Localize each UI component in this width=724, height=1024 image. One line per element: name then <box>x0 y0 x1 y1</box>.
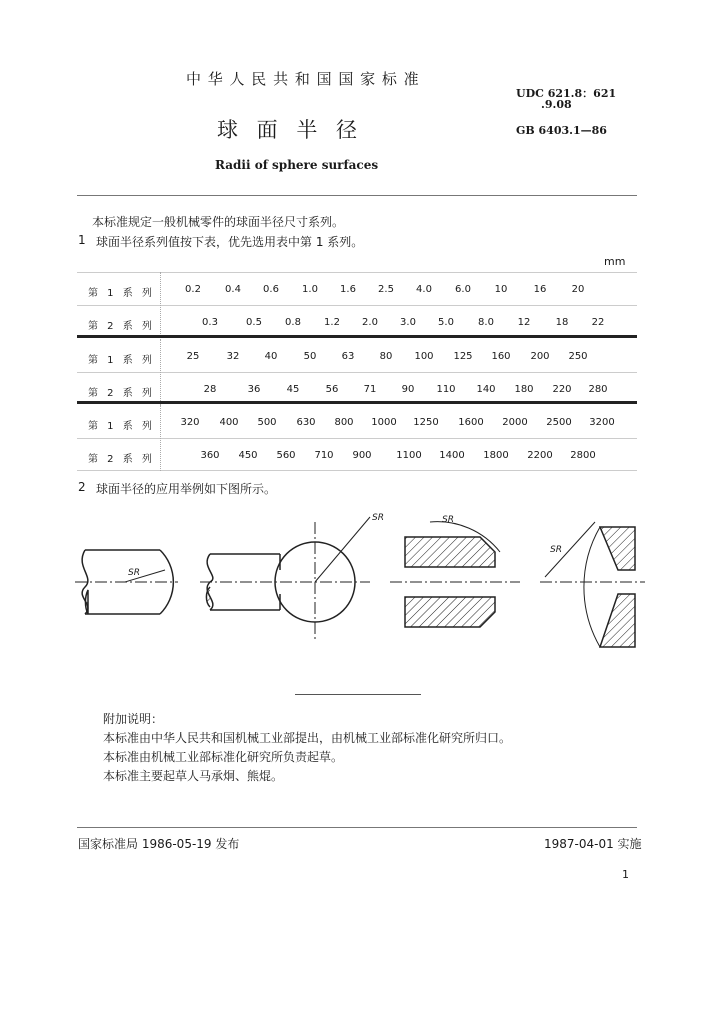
table-row-divider <box>77 438 637 439</box>
series-row-label: 第 2 系 列 <box>88 454 155 465</box>
table-cell: 400 <box>219 417 239 428</box>
table-cell: 1600 <box>458 417 484 428</box>
table-cell: 140 <box>476 384 496 395</box>
series-row-label: 第 1 系 列 <box>88 288 155 299</box>
table-label-divider <box>160 339 161 405</box>
table-cell: 0.8 <box>285 317 301 328</box>
table-cell: 2800 <box>570 450 596 461</box>
table-cell: 125 <box>453 351 473 362</box>
table-cell: 4.0 <box>416 284 432 295</box>
table-cell: 2200 <box>527 450 553 461</box>
table-cell: 280 <box>588 384 608 395</box>
udc-number: UDC 621.8：621 <box>516 87 617 100</box>
table-cell: 0.4 <box>225 284 241 295</box>
series-row-label: 第 2 系 列 <box>88 388 155 399</box>
series-row-label: 第 1 系 列 <box>88 355 155 366</box>
table-label-divider <box>160 272 161 338</box>
table-cell: 32 <box>226 351 240 362</box>
table-bottom-border <box>77 470 637 471</box>
table-cell: 110 <box>436 384 456 395</box>
notes-line-3: 本标准主要起草人马承炯、熊焜。 <box>103 769 284 783</box>
application-figure <box>70 492 650 662</box>
gb-number: GB 6403.1—86 <box>516 124 607 137</box>
table-cell: 800 <box>334 417 354 428</box>
table-cell: 10 <box>494 284 508 295</box>
issue-date: 国家标准局 1986-05-19 发布 <box>78 837 240 851</box>
table-cell: 12 <box>517 317 531 328</box>
table-cell: 1250 <box>413 417 439 428</box>
section-1-number: 1 <box>78 233 86 247</box>
table-cell: 28 <box>203 384 217 395</box>
unit-label: mm <box>604 255 626 268</box>
table-cell: 220 <box>552 384 572 395</box>
table-cell: 22 <box>591 317 605 328</box>
table-cell: 36 <box>247 384 261 395</box>
table-cell: 1400 <box>439 450 465 461</box>
table-cell: 1800 <box>483 450 509 461</box>
table-cell: 50 <box>303 351 317 362</box>
series-row-label: 第 2 系 列 <box>88 321 155 332</box>
table-cell: 3.0 <box>400 317 416 328</box>
table-cell: 160 <box>491 351 511 362</box>
notes-line-2: 本标准由机械工业部标准化研究所负责起草。 <box>103 750 344 764</box>
table-cell: 250 <box>568 351 588 362</box>
spherical-washer <box>540 522 645 647</box>
section-1-text: 球面半径系列值按下表，优先选用表中第 1 系列。 <box>96 235 364 249</box>
table-cell: 1.2 <box>324 317 340 328</box>
table-cell: 40 <box>264 351 278 362</box>
table-cell: 63 <box>341 351 355 362</box>
sr-label: SR <box>372 513 384 523</box>
header-divider <box>77 195 637 196</box>
notes-title: 附加说明： <box>103 712 164 726</box>
table-cell: 90 <box>401 384 415 395</box>
table-cell: 200 <box>530 351 550 362</box>
table-cell: 560 <box>276 450 296 461</box>
table-cell: 16 <box>533 284 547 295</box>
bushing-section <box>390 515 520 627</box>
table-top-border <box>77 272 637 273</box>
table-row-divider <box>77 305 637 306</box>
table-cell: 0.5 <box>246 317 262 328</box>
table-cell: 20 <box>571 284 585 295</box>
notes-line-1: 本标准由中华人民共和国机械工业部提出，由机械工业部标准化研究所归口。 <box>103 731 512 745</box>
intro-text: 本标准规定一般机械零件的球面半径尺寸系列。 <box>92 215 345 229</box>
table-cell: 80 <box>379 351 393 362</box>
table-cell: 3200 <box>589 417 615 428</box>
footer-divider <box>77 827 637 828</box>
table-cell: 0.6 <box>263 284 279 295</box>
table-cell: 360 <box>200 450 220 461</box>
table-cell: 8.0 <box>478 317 494 328</box>
table-cell: 630 <box>296 417 316 428</box>
table-cell: 18 <box>555 317 569 328</box>
table-cell: 6.0 <box>455 284 471 295</box>
table-cell: 500 <box>257 417 277 428</box>
table-cell: 320 <box>180 417 200 428</box>
table-cell: 2000 <box>502 417 528 428</box>
table-cell: 710 <box>314 450 334 461</box>
table-cell: 180 <box>514 384 534 395</box>
section-2-number: 2 <box>78 480 86 494</box>
table-cell: 45 <box>286 384 300 395</box>
table-cell: 0.2 <box>185 284 201 295</box>
implementation-date: 1987-04-01 实施 <box>544 837 642 851</box>
english-title: Radii of sphere surfaces <box>215 158 379 172</box>
table-cell: 0.3 <box>202 317 218 328</box>
table-cell: 900 <box>352 450 372 461</box>
table-label-divider <box>160 405 161 471</box>
sr-label: SR <box>442 515 454 525</box>
table-cell: 71 <box>363 384 377 395</box>
table-cell: 1100 <box>396 450 422 461</box>
page-number: 1 <box>622 868 629 881</box>
series-row-label: 第 1 系 列 <box>88 421 155 432</box>
rod-with-ball <box>200 513 384 642</box>
table-cell: 2500 <box>546 417 572 428</box>
table-cell: 450 <box>238 450 258 461</box>
udc-number-cont: .9.08 <box>541 98 572 111</box>
table-block-separator <box>77 401 637 404</box>
table-cell: 2.5 <box>378 284 394 295</box>
org-title: 中 华 人 民 共 和 国 国 家 标 准 <box>186 70 420 88</box>
table-cell: 1.0 <box>302 284 318 295</box>
table-cell: 25 <box>186 351 200 362</box>
cylinder-spherical-end <box>75 550 178 614</box>
table-cell: 1.6 <box>340 284 356 295</box>
document-title: 球 面 半 径 <box>217 118 364 142</box>
table-cell: 56 <box>325 384 339 395</box>
section-2-text: 球面半径的应用举例如下图所示。 <box>96 482 277 496</box>
table-cell: 2.0 <box>362 317 378 328</box>
table-cell: 1000 <box>371 417 397 428</box>
table-cell: 5.0 <box>438 317 454 328</box>
sr-label: SR <box>550 545 562 555</box>
table-row-divider <box>77 372 637 373</box>
sr-label: SR <box>128 568 140 578</box>
table-cell: 100 <box>414 351 434 362</box>
table-block-separator <box>77 335 637 338</box>
notes-divider <box>295 694 421 695</box>
